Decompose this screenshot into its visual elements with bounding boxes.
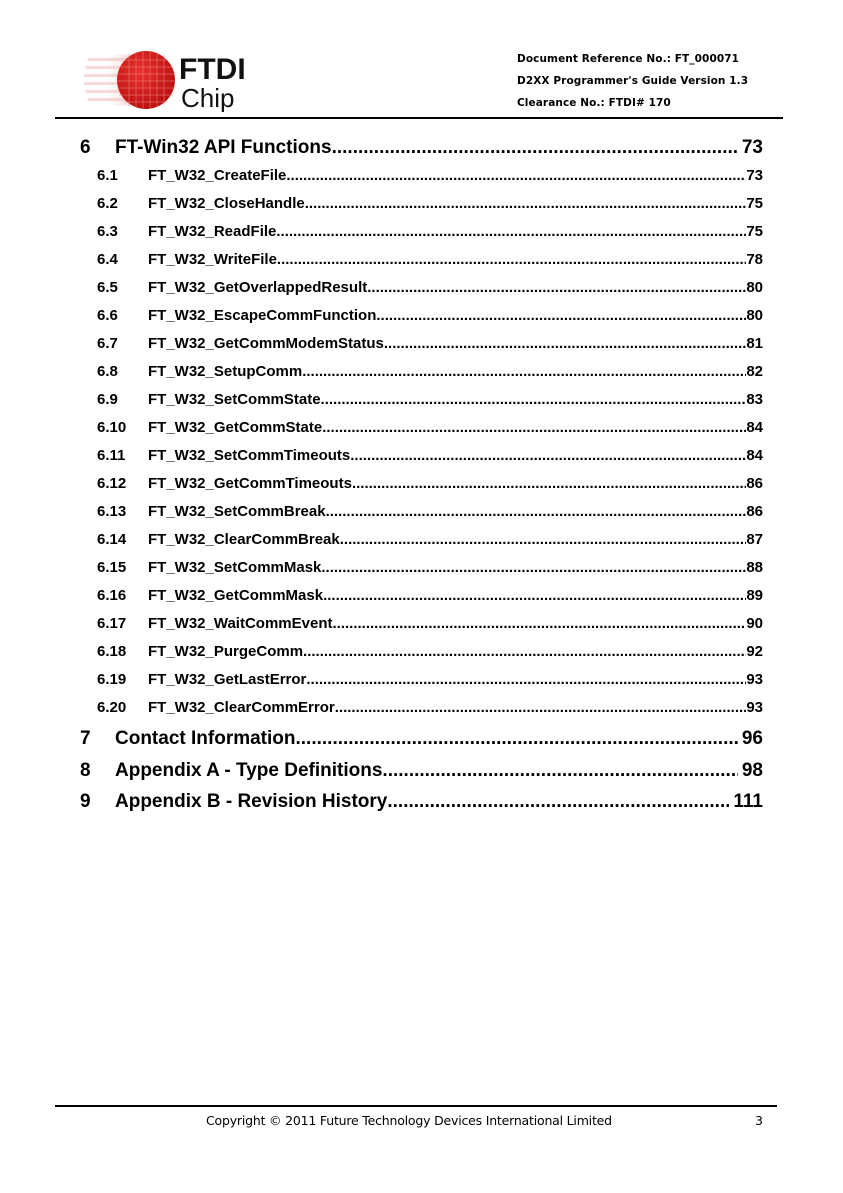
toc-entry-number: 6.16 (97, 587, 127, 604)
toc-entry-title[interactable]: FT_W32_ClearCommBreak (148, 531, 340, 548)
toc-dot-leader (305, 195, 747, 212)
logo-text-ftdi: FTDI (179, 53, 246, 86)
toc-entry-number: 6.11 (97, 447, 126, 464)
toc-entry-title[interactable]: Appendix B - Revision History (115, 791, 388, 812)
toc-subsection-entry[interactable] (97, 531, 763, 553)
toc-dot-leader (332, 615, 746, 632)
toc-dot-leader (335, 699, 747, 716)
toc-dot-leader (376, 307, 746, 324)
toc-entry-title[interactable]: FT_W32_SetupComm (148, 363, 303, 380)
toc-subsection-entry[interactable] (97, 643, 763, 665)
toc-entry-page[interactable]: 111 (733, 791, 763, 812)
toc-dot-leader (382, 760, 737, 782)
toc-entry-page[interactable]: 86 (746, 475, 763, 492)
toc-entry-page[interactable]: 75 (746, 195, 763, 212)
toc-entry-number: 6.19 (97, 671, 127, 688)
toc-entry-page[interactable]: 73 (741, 137, 763, 158)
toc-entry-title[interactable]: FT_W32_ClearCommError (148, 699, 335, 716)
toc-entry-page[interactable]: 73 (746, 167, 763, 184)
footer-page-number: 3 (755, 1113, 763, 1128)
toc-entry-number: 6 (80, 137, 91, 158)
ftdi-logo-graphic (84, 46, 254, 112)
toc-entry-number: 6.13 (97, 503, 127, 520)
toc-dot-leader (302, 363, 746, 380)
toc-entry-number: 6.2 (97, 195, 118, 212)
toc-entry-page[interactable]: 75 (746, 223, 763, 240)
ftdi-chip-logo (84, 46, 254, 112)
toc-entry-title[interactable]: FT_W32_CreateFile (148, 167, 287, 184)
toc-entry-number: 6.12 (97, 475, 127, 492)
toc-entry-page[interactable]: 80 (746, 307, 763, 324)
toc-dot-leader (367, 279, 746, 296)
toc-subsection-entry[interactable] (97, 251, 763, 273)
toc-entry-number: 6.15 (97, 559, 127, 576)
toc-entry-number: 6.8 (97, 363, 118, 380)
toc-entry-title[interactable]: Appendix A - Type Definitions (115, 760, 383, 781)
doc-title-version: D2XX Programmer's Guide Version 1.3 (517, 75, 749, 87)
toc-subsection-entry[interactable] (97, 447, 763, 469)
toc-entry-title[interactable]: FT-Win32 API Functions (115, 137, 332, 158)
toc-subsection-entry[interactable] (97, 195, 763, 217)
toc-dot-leader (350, 447, 746, 464)
toc-dot-leader (306, 671, 746, 688)
toc-section-entry[interactable] (80, 728, 763, 754)
toc-entry-title[interactable]: FT_W32_CloseHandle (148, 195, 305, 212)
logo-text-chip: Chip (181, 83, 235, 112)
toc-section-entry[interactable] (80, 760, 763, 786)
toc-entry-page[interactable]: 93 (746, 671, 763, 688)
toc-subsection-entry[interactable] (97, 167, 763, 189)
toc-entry-title[interactable]: FT_W32_GetLastError (148, 671, 307, 688)
toc-entry-number: 6.1 (97, 167, 118, 184)
toc-section-entry[interactable] (80, 137, 763, 163)
toc-subsection-entry[interactable] (97, 307, 763, 329)
toc-subsection-entry[interactable] (97, 559, 763, 581)
toc-entry-number: 6.20 (97, 699, 127, 716)
toc-subsection-entry[interactable] (97, 671, 763, 693)
toc-dot-leader (321, 391, 747, 408)
document-info (517, 48, 748, 114)
toc-entry-page[interactable]: 87 (746, 531, 763, 548)
toc-subsection-entry[interactable] (97, 503, 763, 525)
toc-dot-leader (323, 587, 746, 604)
doc-reference: Document Reference No.: FT_000071 (517, 53, 740, 65)
toc-entry-page[interactable]: 90 (746, 615, 763, 632)
toc-entry-page[interactable]: 84 (746, 447, 763, 464)
toc-entry-title[interactable]: FT_W32_WriteFile (148, 251, 277, 268)
toc-entry-title[interactable]: FT_W32_GetOverlappedResult (148, 279, 368, 296)
toc-entry-number: 6.10 (97, 419, 127, 436)
toc-dot-leader (340, 531, 747, 548)
toc-subsection-entry[interactable] (97, 391, 763, 413)
header-divider (55, 117, 783, 119)
toc-entry-number: 6.4 (97, 251, 118, 268)
footer-divider (55, 1105, 777, 1107)
toc-dot-leader (352, 475, 746, 492)
toc-subsection-entry[interactable] (97, 475, 763, 497)
toc-entry-page[interactable]: 80 (746, 279, 763, 296)
toc-entry-title[interactable]: Contact Information (115, 728, 296, 749)
toc-entry-title[interactable]: FT_W32_EscapeCommFunction (148, 307, 377, 324)
toc-entry-number: 6.14 (97, 531, 127, 548)
toc-entry-title[interactable]: FT_W32_WaitCommEvent (148, 615, 333, 632)
toc-dot-leader (321, 559, 746, 576)
toc-subsection-entry[interactable] (97, 419, 763, 441)
toc-entry-title[interactable]: FT_W32_GetCommMask (148, 587, 324, 604)
toc-entry-title[interactable]: FT_W32_SetCommTimeouts (148, 447, 351, 464)
toc-entry-number: 7 (80, 728, 91, 749)
toc-entry-page[interactable]: 96 (741, 728, 763, 749)
toc-entry-page[interactable]: 82 (746, 363, 763, 380)
toc-subsection-entry[interactable] (97, 363, 763, 385)
toc-entry-page[interactable]: 83 (746, 391, 763, 408)
footer-copyright: Copyright © 2011 Future Technology Devices International Limited (206, 1113, 612, 1128)
toc-entry-page[interactable]: 84 (746, 419, 763, 436)
toc-entry-number: 6.6 (97, 307, 118, 324)
toc-entry-title[interactable]: FT_W32_GetCommState (148, 419, 323, 436)
toc-dot-leader (387, 791, 729, 813)
toc-entry-title[interactable]: FT_W32_GetCommTimeouts (148, 475, 352, 492)
toc-entry-title[interactable]: FT_W32_SetCommMask (148, 559, 322, 576)
toc-entry-page[interactable]: 88 (746, 559, 763, 576)
toc-entry-page[interactable]: 78 (746, 251, 763, 268)
toc-dot-leader (277, 251, 746, 268)
toc-entry-title[interactable]: FT_W32_PurgeComm (148, 643, 304, 660)
toc-entry-number: 6.9 (97, 391, 118, 408)
toc-dot-leader (286, 167, 746, 184)
toc-entry-title[interactable]: FT_W32_GetCommModemStatus (148, 335, 384, 352)
toc-subsection-entry[interactable] (97, 335, 763, 357)
toc-entry-title[interactable]: FT_W32_SetCommBreak (148, 503, 326, 520)
toc-entry-number: 6.5 (97, 279, 118, 296)
toc-entry-page[interactable]: 93 (746, 699, 763, 716)
toc-dot-leader (332, 137, 738, 159)
toc-subsection-entry[interactable] (97, 587, 763, 609)
toc-entry-number: 9 (80, 791, 91, 812)
clearance-number: Clearance No.: FTDI# 170 (517, 97, 671, 109)
toc-entry-number: 8 (80, 760, 91, 781)
toc-entry-page[interactable]: 81 (746, 335, 763, 352)
toc-entry-title[interactable]: FT_W32_ReadFile (148, 223, 277, 240)
toc-entry-number: 6.18 (97, 643, 127, 660)
toc-dot-leader (276, 223, 746, 240)
toc-entry-title[interactable]: FT_W32_SetCommState (148, 391, 321, 408)
toc-subsection-entry[interactable] (97, 279, 763, 301)
toc-entry-number: 6.17 (97, 615, 127, 632)
toc-dot-leader (296, 728, 738, 750)
toc-dot-leader (322, 419, 746, 436)
toc-entry-page[interactable]: 92 (746, 643, 763, 660)
toc-entry-page[interactable]: 86 (746, 503, 763, 520)
toc-dot-leader (384, 335, 746, 352)
toc-subsection-entry[interactable] (97, 699, 763, 721)
toc-entry-number: 6.3 (97, 223, 118, 240)
toc-dot-leader (326, 503, 747, 520)
toc-section-entry[interactable] (80, 791, 763, 817)
toc-entry-page[interactable]: 98 (741, 760, 763, 781)
toc-entry-number: 6.7 (97, 335, 118, 352)
toc-dot-leader (303, 643, 746, 660)
toc-subsection-entry[interactable] (97, 223, 763, 245)
toc-entry-page[interactable]: 89 (746, 587, 763, 604)
toc-subsection-entry[interactable] (97, 615, 763, 637)
